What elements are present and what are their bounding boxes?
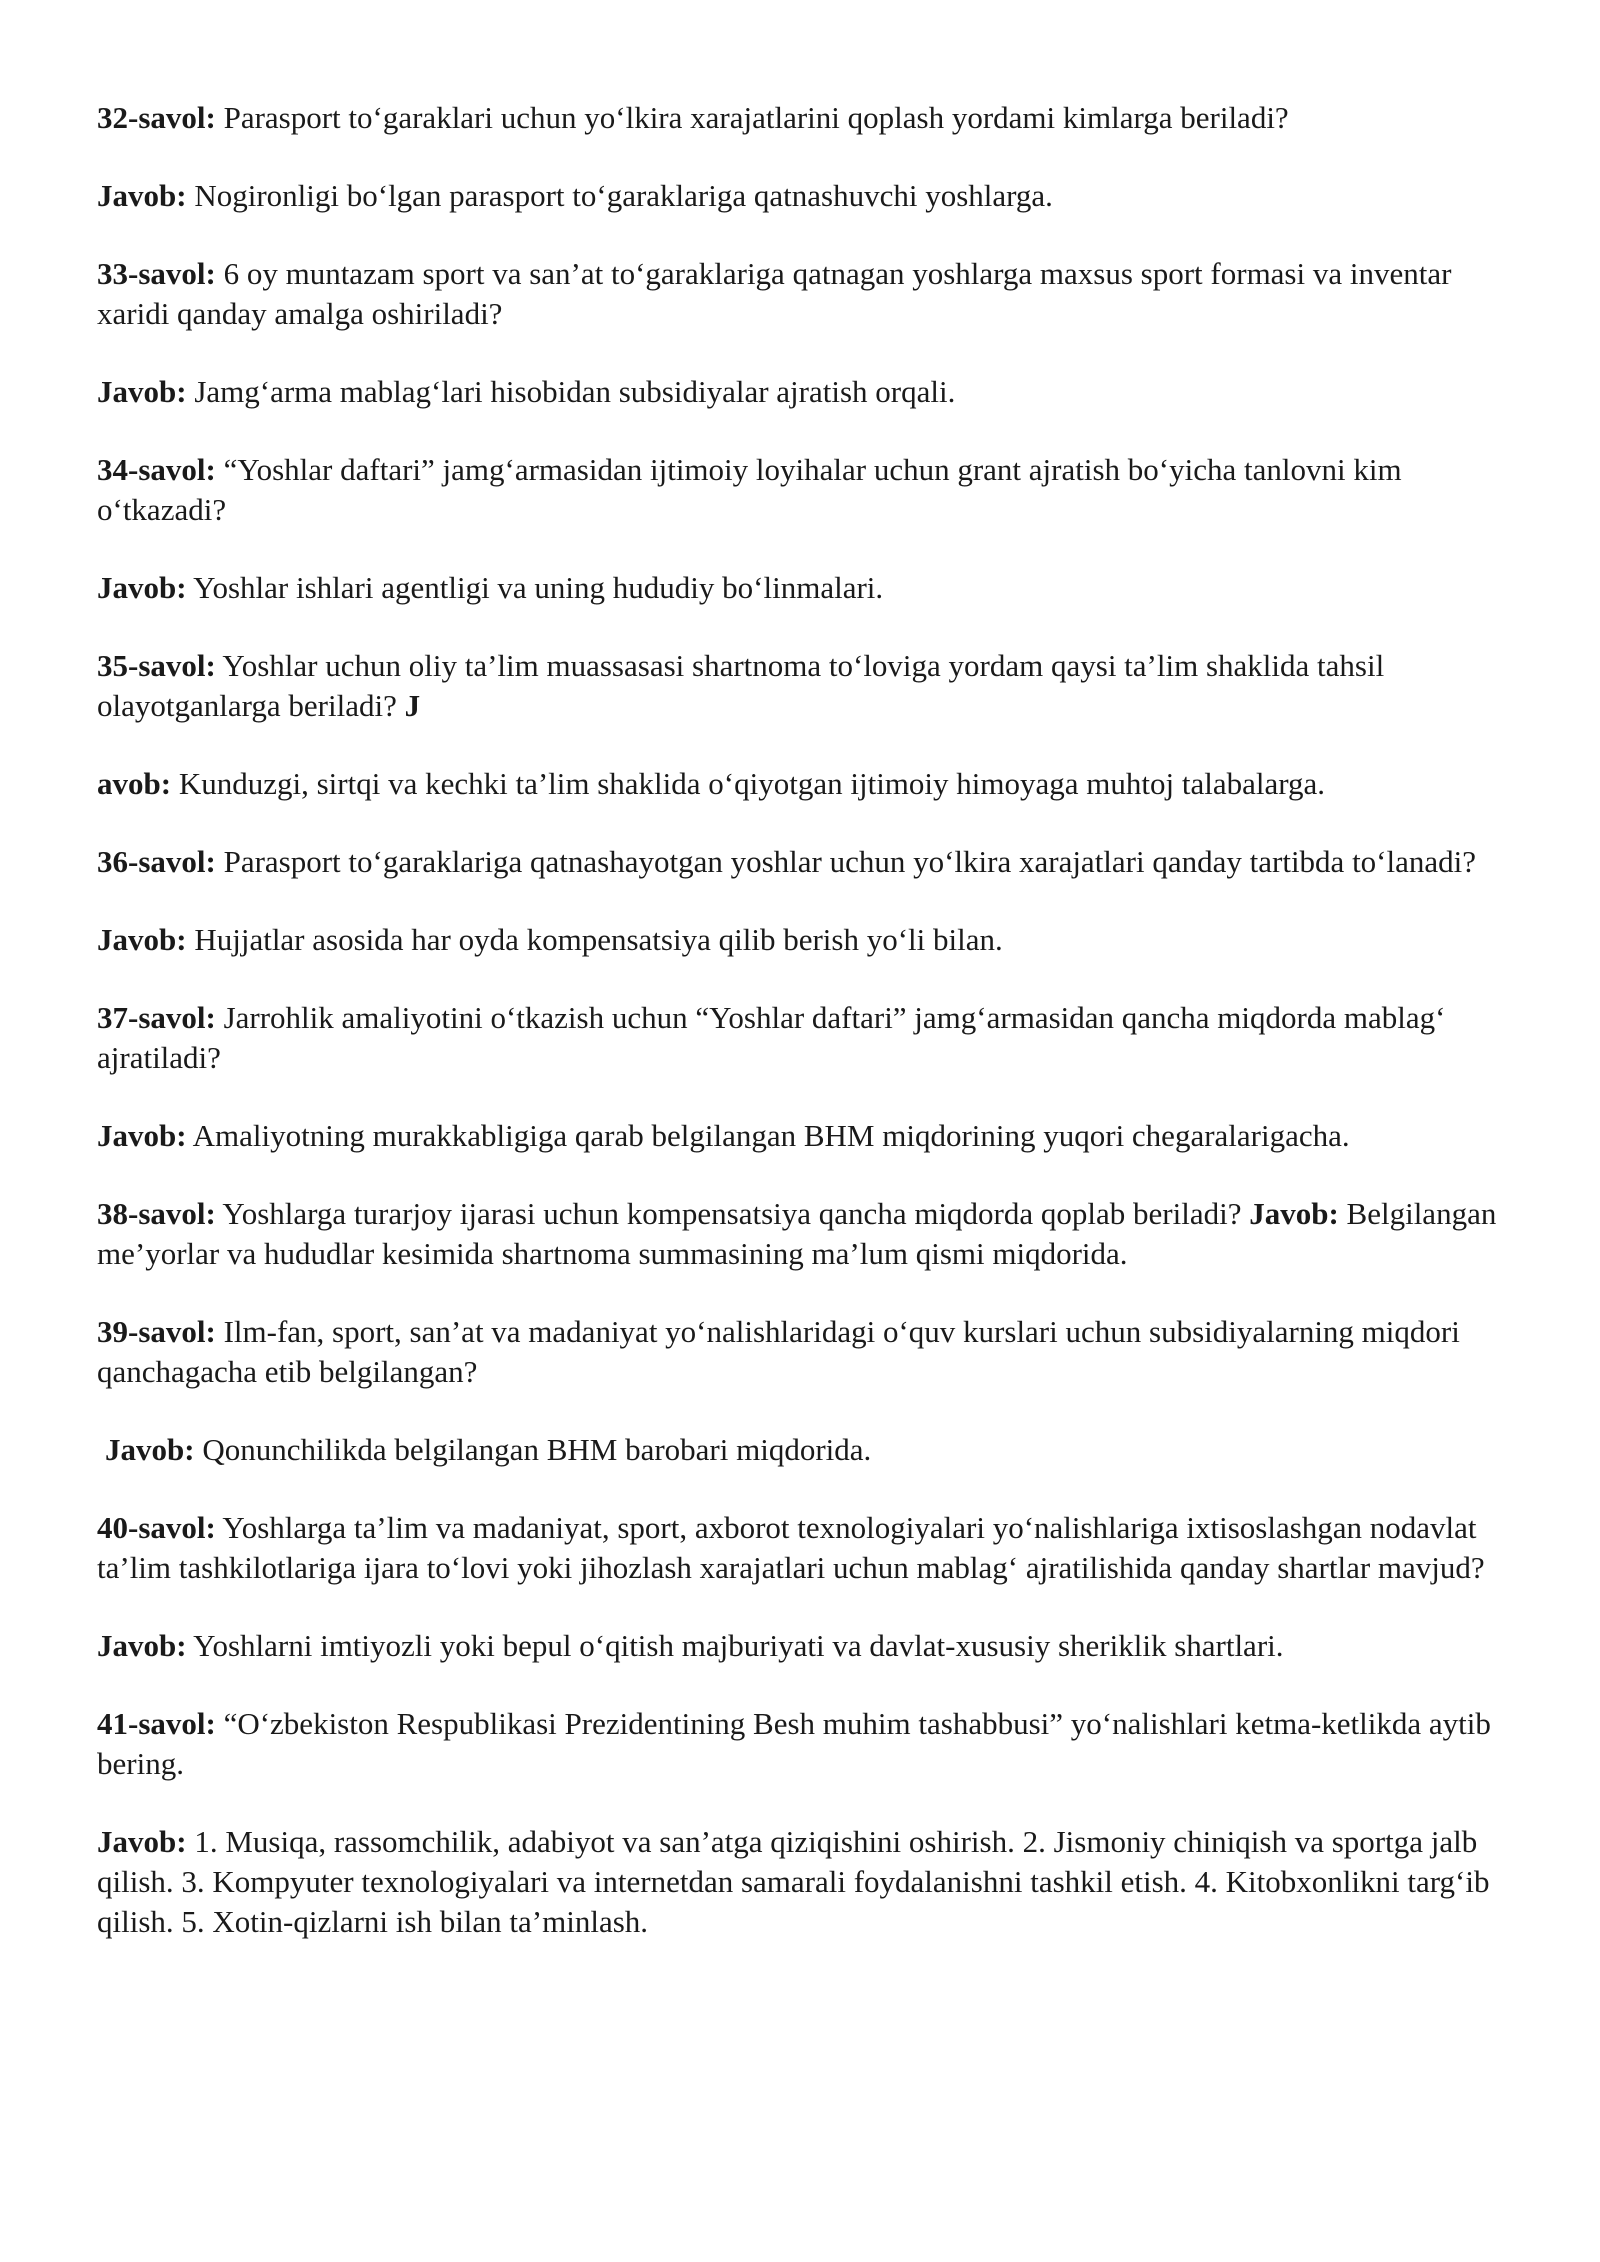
- answer-text: Amaliyotning murakkabligiga qarab belgilangan BHM miqdorining yuqori chegaralarigacha.: [186, 1118, 1350, 1153]
- question-37: [97, 998, 1517, 1078]
- answer-36: [97, 920, 1517, 960]
- answer-text: Nogironligi bo‘lgan parasport to‘garaklariga qatnashuvchi yoshlarga.: [186, 178, 1053, 213]
- answer-label: avob:: [97, 766, 172, 801]
- question-33: [97, 254, 1517, 334]
- answer-33: [97, 372, 1517, 412]
- question-label: 41-savol:: [97, 1706, 216, 1741]
- question-text: Jarrohlik amaliyotini o‘tkazish uchun “Yoshlar daftari” jamg‘armasidan qancha miqdorda mablag‘ ajratiladi?: [97, 1000, 1446, 1075]
- answer-40: [97, 1626, 1517, 1666]
- answer-label: Javob:: [1249, 1196, 1339, 1231]
- answer-label: Javob:: [97, 570, 187, 605]
- answer-39: [97, 1430, 1517, 1470]
- answer-label-fragment: J: [404, 688, 421, 723]
- answer-text: Yoshlarni imtiyozli yoki bepul o‘qitish majburiyati va davlat-xususiy sheriklik shartlari.: [186, 1628, 1284, 1663]
- answer-text: Qonunchilikda belgilangan BHM barobari miqdorida.: [194, 1432, 872, 1467]
- answer-35: [97, 764, 1517, 804]
- answer-34: [97, 568, 1517, 608]
- answer-text: Yoshlar ishlari agentligi va uning hududiy bo‘linmalari.: [186, 570, 884, 605]
- question-label: 40-savol:: [97, 1510, 216, 1545]
- answer-label: Javob:: [97, 178, 187, 213]
- question-39: [97, 1312, 1517, 1392]
- question-text: Yoshlarga ta’lim va madaniyat, sport, axborot texnologiyalari yo‘nalishlariga ixtisoslashgan nodavlat ta’lim tashkilotlariga ijara to‘lovi yoki jihozlash xarajatlari uchun mablag‘ ajratilishida qanday shartlar mavjud?: [97, 1510, 1485, 1585]
- question-32: [97, 98, 1517, 138]
- answer-text: Jamg‘arma mablag‘lari hisobidan subsidiyalar ajratish orqali.: [186, 374, 956, 409]
- question-text: 6 oy muntazam sport va san’at to‘garaklariga qatnagan yoshlarga maxsus sport formasi va inventar xaridi qanday amalga oshiriladi?: [97, 256, 1452, 331]
- question-41: [97, 1704, 1517, 1784]
- answer-41: [97, 1822, 1517, 1942]
- answer-label: Javob:: [97, 1824, 187, 1859]
- question-label: 35-savol:: [97, 648, 216, 683]
- question-label: 39-savol:: [97, 1314, 216, 1349]
- answer-37: [97, 1116, 1517, 1156]
- answer-32: [97, 176, 1517, 216]
- question-35: [97, 646, 1517, 726]
- answer-label: Javob:: [97, 374, 187, 409]
- question-label: 38-savol:: [97, 1196, 216, 1231]
- answer-label: Javob:: [97, 1628, 187, 1663]
- question-text: Parasport to‘garaklariga qatnashayotgan yoshlar uchun yo‘lkira xarajatlari qanday tartibda to‘lanadi?: [215, 844, 1477, 879]
- answer-label: Javob:: [97, 1118, 187, 1153]
- answer-text: 1. Musiqa, rassomchilik, adabiyot va san’atga qiziqishini oshirish. 2. Jismoniy chiniqish va sportga jalb qilish. 3. Kompyuter texnologiyalari va internetdan samarali foydalanishni tashkil etish. 4. Kitobxonlikni targ‘ib qilish. 5. Xotin-qizlarni ish bilan ta’minlash.: [97, 1824, 1490, 1939]
- question-label: 32-savol:: [97, 100, 216, 135]
- question-label: 36-savol:: [97, 844, 216, 879]
- question-label: 37-savol:: [97, 1000, 216, 1035]
- question-label: 34-savol:: [97, 452, 216, 487]
- question-label: 33-savol:: [97, 256, 216, 291]
- answer-label: Javob:: [97, 922, 187, 957]
- document-page: [97, 98, 1517, 1980]
- question-40: [97, 1508, 1517, 1588]
- question-text: Yoshlarga turarjoy ijarasi uchun kompensatsiya qancha miqdorda qoplab beriladi?: [215, 1196, 1250, 1231]
- question-text: “O‘zbekiston Respublikasi Prezidentining Besh muhim tashabbusi” yo‘nalishlari ketma-ketlikda aytib bering.: [97, 1706, 1491, 1781]
- question-text: Ilm-fan, sport, san’at va madaniyat yo‘nalishlaridagi o‘quv kurslari uchun subsidiyalarning miqdori qanchagacha etib belgilangan?: [97, 1314, 1460, 1389]
- question-36: [97, 842, 1517, 882]
- question-text: Parasport to‘garaklari uchun yo‘lkira xarajatlarini qoplash yordami kimlarga beriladi?: [215, 100, 1289, 135]
- answer-text: Hujjatlar asosida har oyda kompensatsiya qilib berish yo‘li bilan.: [186, 922, 1003, 957]
- answer-text: Kunduzgi, sirtqi va kechki ta’lim shaklida o‘qiyotgan ijtimoiy himoyaga muhtoj talabalarga.: [171, 766, 1326, 801]
- question-38: [97, 1194, 1517, 1274]
- answer-text: Belgilangan me’yorlar va hududlar kesimida shartnoma summasining ma’lum qismi miqdorida.: [97, 1196, 1497, 1271]
- question-text: Yoshlar uchun oliy ta’lim muassasasi shartnoma to‘loviga yordam qaysi ta’lim shaklida tahsil olayotganlarga beriladi?: [97, 648, 1385, 723]
- answer-label: Javob:: [105, 1432, 195, 1467]
- question-text: “Yoshlar daftari” jamg‘armasidan ijtimoiy loyihalar uchun grant ajratish bo‘yicha tanlovni kim o‘tkazadi?: [97, 452, 1402, 527]
- question-34: [97, 450, 1517, 530]
